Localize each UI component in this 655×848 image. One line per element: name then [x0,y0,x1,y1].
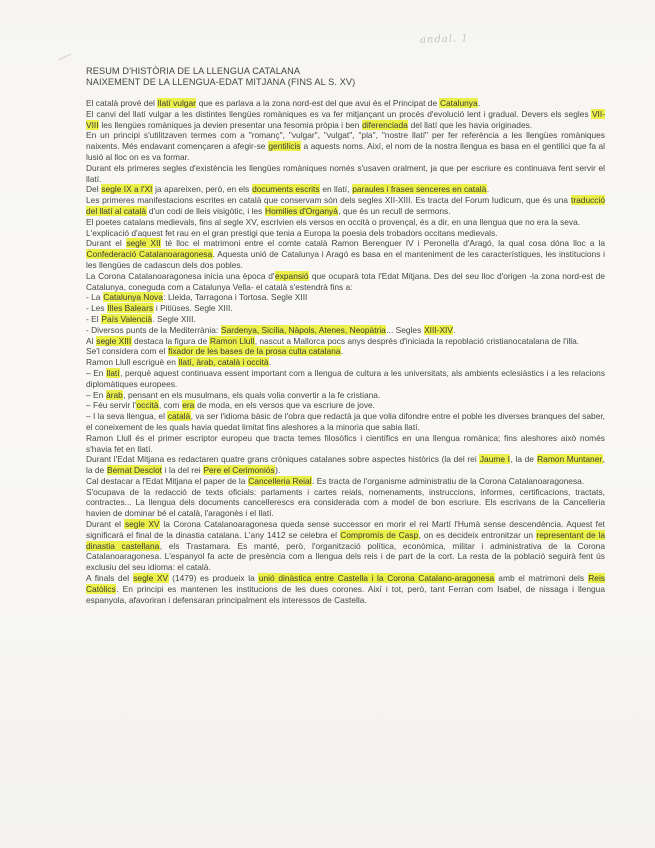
paragraph [86,314,605,325]
text-run: . [486,184,490,195]
paragraph [86,487,605,519]
text-run: Ramon Llull escriguè en [86,357,179,368]
paragraph [86,390,605,401]
text-run: , va ser l'idioma bàsic de l'obra que redactà ja que volia difondre entre el poble les diverses branques del saber, el coneixement de les quals havia quedat limitat fins aleshores a la minoria que sabia llatí. [86,411,606,432]
text-run: . [478,98,481,108]
highlighted-text: segle XV [124,519,160,530]
highlighted-text: País Valencià [101,313,152,324]
text-run: . Segle XIII. [152,313,196,324]
text-run: que ocuparà tota l'Edat Mitjana. Des del seu lloc d'origen -la zona nord-est de Catalunya, coneguda com a Catalunya Vella- el català s'estendrà fins a: [86,270,606,292]
text-run: - El [86,313,101,324]
paragraph [86,303,605,314]
highlighted-text: Ramon Muntaner [537,454,603,465]
highlighted-text: àrab [106,389,123,400]
highlighted-text: segle XIII [96,335,132,346]
text-run: El poetes catalans medievals, fins al segle XV, escrivien els versos en occità o provençal, és a dir, en una llengua que no era la seva. [86,216,581,227]
paragraph [86,163,605,185]
highlighted-text: Bernat Desclot [107,465,162,476]
highlighted-text: Cancelleria Reial [248,475,312,486]
highlighted-text: llatí, àrab, català i occità [178,357,269,368]
paragraph [86,325,605,336]
text-run: Durant el [86,238,126,249]
text-run: El català prové del [86,98,158,108]
text-run: , perquè aquest continuava essent important com a llengua de cultura a les universitats, als ambients eclesiàstics i a les relacions diplomàtiques europees. [86,367,606,389]
text-run: Les primeres manifestacions escrites en català que conservam són dels segles XII-XIII. Es tracta del Forum Iudicum, que és una [86,195,571,206]
text-run: . [269,357,272,368]
highlighted-text: representant de la dinastia castellana [86,529,605,551]
paragraph [86,519,605,573]
paragraph [86,228,605,239]
paragraph [86,292,605,303]
highlighted-text: diferenciada [362,119,408,130]
highlighted-text: documents escrits [252,184,320,195]
text-run: L'explicació d'aquest fet rau en el gran prestigi que tenia a Europa la poesia dels trobadors occitans medievals. [86,227,498,238]
highlighted-text: Catalunya Nova [103,292,163,303]
highlighted-text: segle XII [126,238,161,249]
document-body [86,98,605,605]
title-line-2: NAIXEMENT DE LA LLENGUA-EDAT MITJANA (FINS AL S. XV) [86,77,356,87]
highlighted-text: VII-VIII [86,108,605,130]
highlighted-text: llatí vulgar [157,98,196,108]
text-run: a aquests noms. Així, el nom de la nostra llengua es basa en el gentilici que fa al lusió al lloc on es va formar. [86,141,606,162]
text-run: : Lleida, Tarragona i Tortosa. Segle XIII [163,292,308,303]
document-title [86,66,605,88]
paragraph [86,357,605,368]
paragraph [86,454,605,476]
text-run: i la del rei [162,465,203,476]
highlighted-text: Homilies d'Organyà [265,205,338,216]
highlighted-text: català [167,411,191,422]
text-run: , que és un recull de sermons. [338,205,451,216]
text-run: , la de [510,454,537,465]
paragraph [86,271,605,293]
text-run: , nascut a Mallorca pocs anys després d'iniciada la repoblació cristianocatalana de l'illa. [254,335,580,346]
text-run: les llengües romàniques ja devien presentar una fesomia pròpia i ben [99,119,362,130]
text-run: Se'l considera com el [86,346,168,357]
text-run: , la de [86,454,605,476]
text-run: , com [158,400,182,411]
paragraph [86,433,605,455]
text-run: Durant l'Edat Mitjana es redactaren quatre grans cròniques catalanes sobre aspectes històrics (la del rei [86,454,480,465]
text-run: . [453,324,456,335]
highlighted-text: Compromís de Casp [340,529,419,540]
text-run: La Corona Catalanoaragonesa inicia una època d' [86,270,275,281]
text-run: té lloc el matrimoni entre el comte català Ramon Berenguer IV i Peronella d'Aragó, la qual cosa dóna lloc a la [161,238,605,249]
text-run: - Les [86,303,107,314]
text-run: - Diversos punts de la Mediterrània: [86,324,221,335]
text-run: ... Segles [386,324,424,335]
text-run: (1479) es produeix la [168,573,259,584]
text-run: – I la seva llengua, el [86,411,168,422]
highlighted-text: fixador de les bases de la prosa culta catalana [168,346,341,357]
text-run: – En [86,389,106,400]
highlighted-text: XIII-XIV [424,324,453,335]
text-run: Durant el [86,519,125,530]
text-run: ). [275,465,281,476]
highlighted-text: era [182,400,195,411]
highlighted-text: Confederació Catalanoaragonesa [86,249,213,260]
title-line-1: RESUM D'HISTÒRIA DE LA LLENGUA CATALANA [86,66,301,76]
paragraph [86,476,605,487]
highlighted-text: paraules i frases senceres en català [352,184,487,195]
text-run: . Aquesta unió de Catalunya i Aragó es basa en el manteniment de les característiques, les institucions i les llengües de cadascun dels dos pobles. [86,249,605,270]
text-run: A finals del [86,573,133,584]
text-run: que es parlava a la zona nord-est del que avui és el Principat de [196,98,440,108]
text-run: El canvi del llatí vulgar a les distintes llengües romàniques es va fer mitjançant un procés d'evolució lent i gradual. Devers els segles [86,108,592,119]
text-run: En un principi s'utilitzaven termes com a "romanç", "vulgar", "vulgat", "pla", "nostre llatí" per fer referència a les llengües romàniques naixents. Més endavant començaren a afegir-se [86,130,605,152]
paragraph [86,217,605,228]
text-run: – En [86,367,107,378]
text-run: . En principi es mantenen les institucions de les dues corones. Així i tot, però, tant Ferran com Isabel, de nissaga i llengua espanyola, afavoriran i defensaran principalment els interessos de Castella. [86,583,605,605]
text-run: , pensant en els musulmans, els quals volia convertir a la fe cristiana. [123,389,381,400]
text-run: S'ocupava de la redacció de texts oficials: parlaments i cartes reials, nomenaments, instruccions, informes, certificacions, tractats, contractes... La llengua dels documents cancellerescs era considerada com a model de bon escriure. Els escrivans de la Cancelleria havien de dominar bé el català, l'aragonès i el llatí. [86,486,605,519]
paragraph [86,411,605,433]
highlighted-text: Ramon Llull [209,335,255,346]
highlighted-text: Illes Balears [107,303,154,314]
paragraph [86,368,605,390]
text-run: - La [86,292,103,303]
paragraph [86,184,605,195]
text-run: i Pitiüses. Segle XIII. [153,303,233,314]
handwritten-note: andal. 1 [419,33,469,46]
highlighted-text: expansió [275,270,309,281]
paragraph [86,109,605,131]
paragraph [86,238,605,270]
paragraph [86,336,605,347]
text-run: , els Trastamara. Es manté, però, l'organització política, econòmica, militar i administrativa de la Corona Catalanoaragonesa. L'espanyol fa acte de presència com a llengua dels reis i de part de la cort. La resta de la població seguirà fent ús exclusiu del seu idioma: el català. [86,540,605,573]
highlighted-text: Sardenya, Sicília, Nàpols, Atenes, Neopàtria [221,324,386,335]
highlighted-text: llatí [106,367,120,378]
paragraph [86,130,605,162]
text-run: Ramon Llull és el primer escriptor europeu que tracta temes filosòfics i científics en una llengua romànica; fins aleshores això només s'havia fet en llatí. [86,432,605,454]
paragraph [86,400,605,411]
text-run: destaca la figura de [131,335,210,346]
highlighted-text: Catalunya [439,98,478,108]
highlighted-text: segle IX a l'XI [101,184,153,195]
highlighted-text: segle XV [133,573,169,584]
text-run: . [340,346,344,357]
paragraph [86,195,605,217]
text-run: . Es tracta de l'organisme administratiu de la Corona Catalanoaragonesa. [312,475,585,486]
text-run: , on es decideix entronitzar un [418,529,536,540]
text-run: del llatí que les havia originades. [408,119,533,130]
text-run: Del [86,184,101,195]
highlighted-text: Jaume I [479,454,510,465]
paragraph [86,346,605,357]
pen-mark [58,54,75,70]
text-run: Al [86,335,96,346]
highlighted-text: traducció del llatí al català [86,195,605,216]
text-run: – Féu servir l' [86,400,137,411]
text-run: ja apareixen, però, en els [152,184,252,195]
text-run: Cal destacar a l'Edat Mitjana el paper de la [86,475,248,486]
highlighted-text: Pere el Cerimoniós [203,465,275,476]
text-run: d'un codi de lleis visigòtic, i les [146,205,265,216]
text-run: de moda, en els versos que va escriure de jove. [194,400,375,411]
paragraph [86,98,605,109]
highlighted-text: unió dinàstica entre Castella i la Corona Catalano-aragonesa [258,573,495,584]
text-run: Durant els primeres segles d'existència les llengües romàniques només s'usaven oralment, ja que per escriure es continuava fent servir el llatí. [86,162,605,184]
paragraph [86,573,605,605]
highlighted-text: Reis Catòlics [86,573,605,594]
text-run: amb el matrimoni dels [494,573,588,584]
highlighted-text: occità [136,400,159,411]
highlighted-text: gentilicis [268,141,301,152]
text-run: la Corona Catalanoaragonesa queda sense successor en morir el rei Martí l'Humà sense descendència. Aquest fet significarà el final de la dinastia catalana. L'any 1412 se celebra el [86,519,605,540]
text-run: en llatí, [320,184,352,195]
